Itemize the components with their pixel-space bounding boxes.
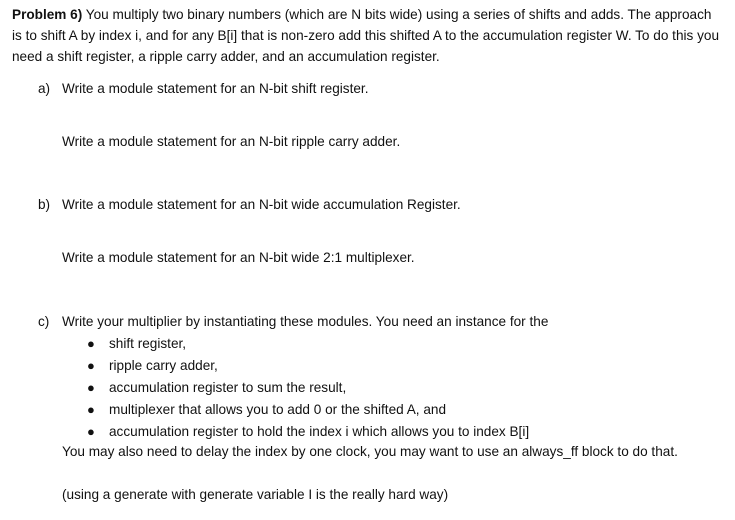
problem-statement — [12, 4, 724, 67]
part-b-marker: b) — [38, 197, 51, 212]
part-c-note-text: You may also need to delay the index by one clock, you may want to use an always_ff block to do that. — [62, 444, 678, 459]
part-b-question-2-text: Write a module statement for an N-bit wide 2:1 multiplexer. — [62, 250, 415, 265]
part-a-marker: a) — [38, 81, 51, 96]
bullet-icon: ● — [87, 336, 95, 351]
bullet-text: accumulation register to hold the index i which allows you to index B[i] — [109, 424, 530, 439]
part-c-marker: c) — [38, 314, 50, 329]
bullet-icon: ● — [87, 402, 95, 417]
part-c-intro-text: Write your multiplier by instantiating these modules. You need an instance for the — [62, 314, 549, 329]
part-b-question-1-text: Write a module statement for an N-bit wide accumulation Register. — [62, 197, 461, 212]
bullet-text: accumulation register to sum the result, — [109, 380, 347, 395]
bullet-icon: ● — [87, 380, 95, 395]
problem-text: You multiply two binary numbers (which are N bits wide) using a series of shifts and adds. The approach is to shift A by index i, and for any B[i] that is non-zero add this shifted A to the accumulation register W. To do this you need a shift register, a ripple carry adder, and an accumulation register. — [12, 7, 720, 64]
part-a-question-1-text: Write a module statement for an N-bit shift register. — [62, 81, 369, 96]
problem-title: Problem 6) — [12, 7, 83, 22]
bullet-text: shift register, — [109, 336, 187, 351]
bullet-icon: ● — [87, 358, 95, 373]
part-c-hint-text: (using a generate with generate variable I is the really hard way) — [62, 487, 449, 502]
bullet-text: ripple carry adder, — [109, 358, 218, 373]
bullet-text: multiplexer that allows you to add 0 or the shifted A, and — [109, 402, 447, 417]
part-a-question-2-text: Write a module statement for an N-bit ripple carry adder. — [62, 134, 401, 149]
bullet-icon: ● — [87, 424, 95, 439]
